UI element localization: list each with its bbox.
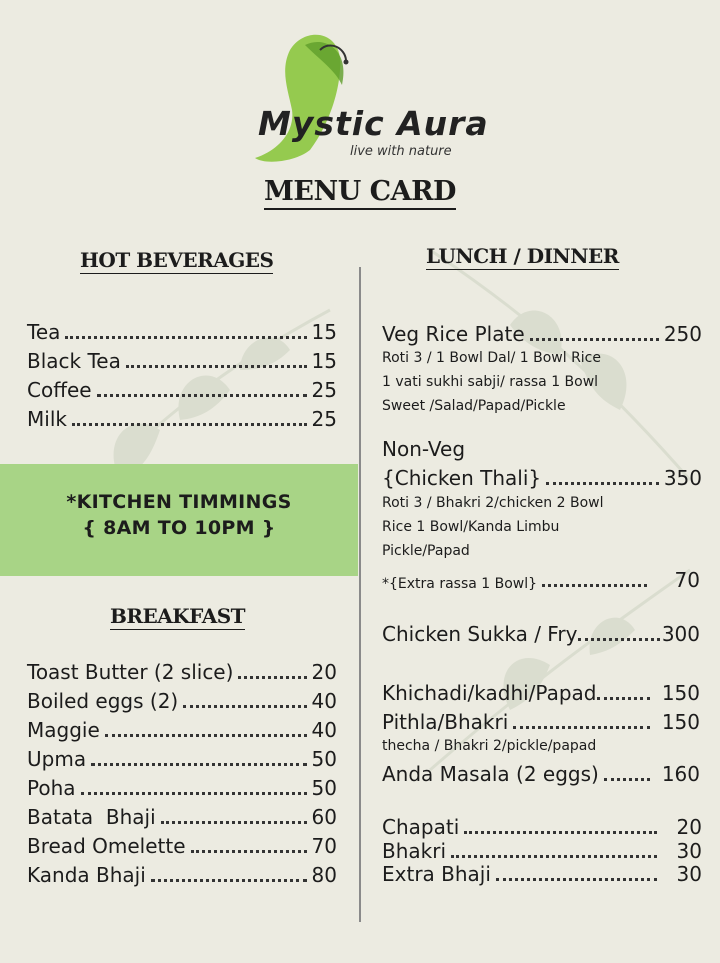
item-description: thecha / Bhakri 2/pickle/papad (382, 738, 597, 754)
menu-item: Batata Bhaji 60 (27, 805, 337, 829)
item-description: Pickle/Papad (382, 543, 470, 559)
menu-item: Khichadi/kadhi/Papad 150 (382, 681, 700, 705)
menu-item: Boiled eggs (2) 40 (27, 689, 337, 713)
menu-item: Pithla/Bhakri 150 (382, 710, 700, 734)
menu-item: Coffee 25 (27, 378, 337, 402)
item-description: Roti 3 / Bhakri 2/chicken 2 Bowl (382, 495, 604, 511)
kitchen-timings-banner (0, 464, 358, 576)
item-description: Rice 1 Bowl/Kanda Limbu (382, 519, 560, 535)
breakfast-title: BREAKFAST (110, 604, 246, 628)
menu-item: Toast Butter (2 slice) 20 (27, 660, 337, 684)
item-description: Roti 3 / 1 Bowl Dal/ 1 Bowl Rice (382, 350, 601, 366)
menu-item: Milk 25 (27, 407, 337, 431)
menu-item-extra: *{Extra rassa 1 Bowl} 70 (382, 568, 700, 592)
menu-item: {Chicken Thali} 350 (382, 466, 702, 490)
menu-item: Extra Bhaji 30 (382, 862, 702, 886)
banner-line-2: { 8AM TO 10PM } (82, 517, 276, 539)
menu-item: Kanda Bhaji 80 (27, 863, 337, 887)
brand-name: Mystic Aura (258, 104, 489, 143)
menu-item: Bhakri 30 (382, 839, 702, 863)
menu-item: Maggie 40 (27, 718, 337, 742)
column-divider (359, 267, 361, 922)
menu-item: Anda Masala (2 eggs) 160 (382, 762, 700, 786)
brand-tagline: live with nature (350, 144, 452, 159)
menu-item: Chicken Sukka / Fry 300 (382, 622, 700, 646)
menu-item: Poha 50 (27, 776, 337, 800)
menu-item: Tea 15 (27, 320, 337, 344)
menu-item: Upma 50 (27, 747, 337, 771)
hot-beverages-title: HOT BEVERAGES (80, 248, 274, 272)
menu-item-heading: Non-Veg (382, 437, 466, 461)
item-description: 1 vati sukhi sabji/ rassa 1 Bowl (382, 374, 599, 390)
menu-item: Chapati 20 (382, 815, 702, 839)
menu-item: Bread Omelette 70 (27, 834, 337, 858)
item-description: Sweet /Salad/Papad/Pickle (382, 398, 566, 414)
page-title: MENU CARD (0, 176, 720, 207)
menu-item: Black Tea 15 (27, 349, 337, 373)
lunch-dinner-title: LUNCH / DINNER (426, 244, 619, 268)
banner-line-1: *KITCHEN TIMMINGS (66, 491, 292, 513)
menu-item: Veg Rice Plate 250 (382, 322, 702, 346)
